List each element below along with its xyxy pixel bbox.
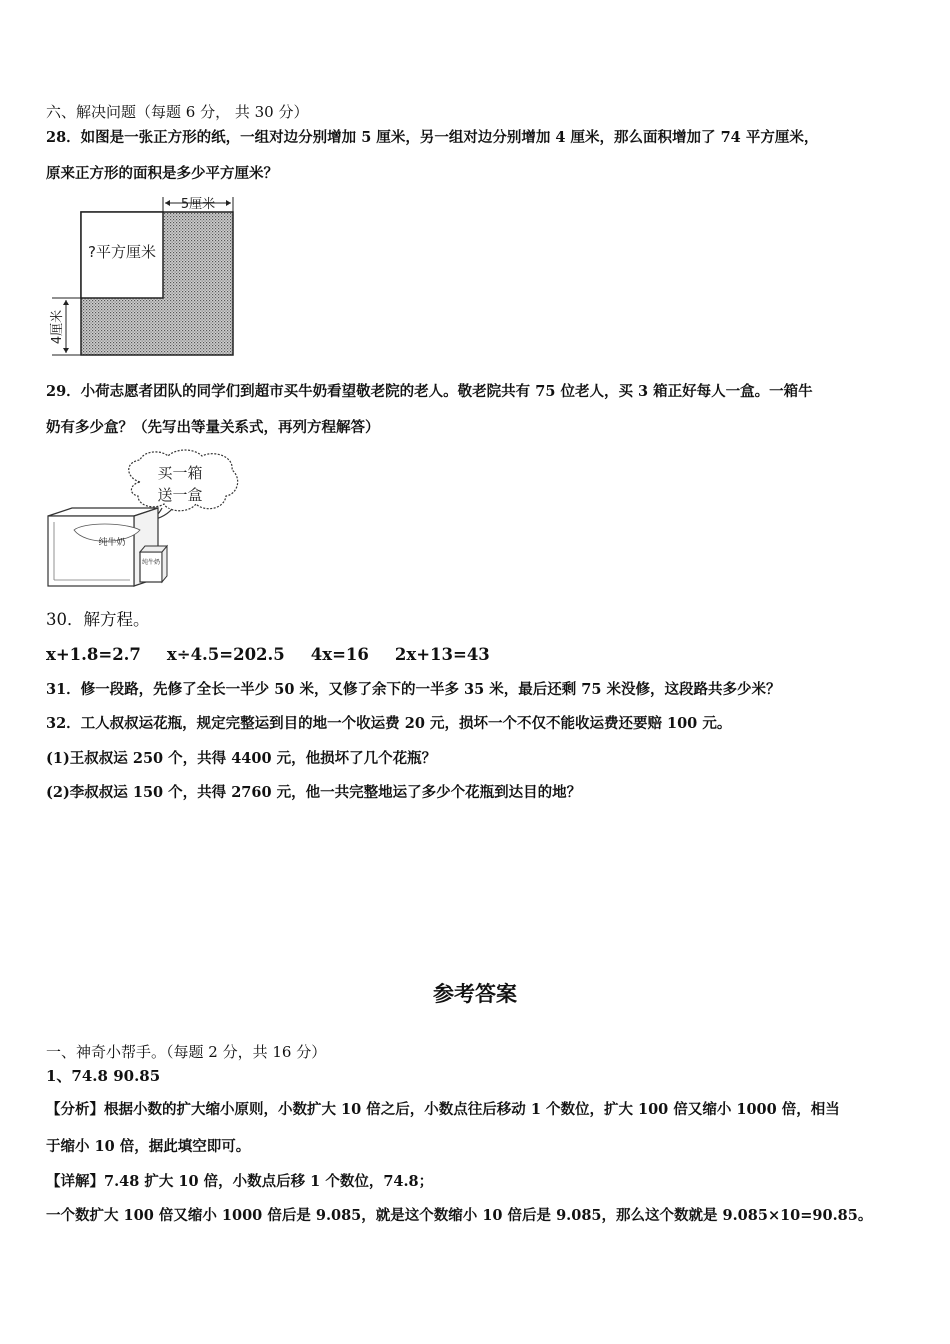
answers-section-1-heading: 一、神奇小帮手。（每题 2 分，共 16 分） — [46, 1043, 327, 1061]
section-6-heading: 六、解决问题（每题 6 分， 共 30 分） — [46, 103, 309, 121]
square-area-label: ?平方厘米 — [88, 243, 156, 261]
analysis-line2: 于缩小 10 倍，据此填空即可。 — [46, 1138, 251, 1155]
equations-row — [46, 645, 516, 665]
question-28-line1: 28．如图是一张正方形的纸，一组对边分别增加 5 厘米，另一组对边分别增加 4 厘米，那么面积增加了 74 平方厘米， — [46, 129, 819, 146]
question-32-part1: (1)王叔叔运 250 个，共得 4400 元，他损坏了几个花瓶？ — [46, 750, 437, 767]
top-dimension-label: 5厘米 — [180, 197, 216, 212]
analysis-line1: 【分析】根据小数的扩大缩小原则，小数扩大 10 倍之后，小数点往后移动 1 个数位，扩大 100 倍又缩小 1000 倍，相当 — [46, 1101, 840, 1118]
bubble-text-line1: 买一箱 — [157, 464, 203, 482]
bubble-text-line2: 送一盒 — [157, 486, 203, 504]
question-32-line1: 32．工人叔叔运花瓶，规定完整运到目的地一个收运费 20 元，损坏一个不仅不能收运费还要赔 100 元。 — [46, 715, 732, 732]
question-29-line2: 奶有多少盒？（先写出等量关系式，再列方程解答） — [46, 419, 380, 436]
equation-2: x÷4.5=202.5 — [166, 645, 285, 664]
question-29-line1: 29．小荷志愿者团队的同学们到超市买牛奶看望敬老院的老人。敬老院共有 75 位老人，买 3 箱正好每人一盒。一箱牛 — [46, 383, 813, 400]
equation-3: 4x=16 — [310, 645, 369, 664]
equation-1: x+1.8=2.7 — [46, 645, 141, 664]
question-31: 31．修一段路，先修了全长一半少 50 米，又修了余下的一半多 35 米，最后还剩 75 米没修，这段路共多少米？ — [46, 681, 781, 698]
square-paper-figure — [44, 192, 244, 360]
milk-box-figure — [44, 448, 246, 590]
question-32-part2: (2)李叔叔运 150 个，共得 2760 元，他一共完整地运了多少个花瓶到达目的地？ — [46, 784, 582, 801]
question-28-line2: 原来正方形的面积是多少平方厘米？ — [46, 165, 278, 182]
answer-1: 1、74.8 90.85 — [46, 1067, 161, 1085]
side-dimension-label: 4厘米 — [50, 309, 65, 345]
answers-title: 参考答案 — [433, 982, 517, 1006]
milk-box-label: 纯牛奶 — [98, 538, 126, 548]
question-30-heading: 30．解方程。 — [46, 610, 150, 629]
milk-carton — [140, 552, 162, 582]
detail-line2: 一个数扩大 100 倍又缩小 1000 倍后是 9.085，就是这个数缩小 10 倍后是 9.085，那么这个数就是 9.085×10=90.85。 — [46, 1207, 873, 1224]
equation-4: 2x+13=43 — [394, 645, 490, 664]
detail-line1: 【详解】7.48 扩大 10 倍，小数点后移 1 个数位，74.8； — [46, 1173, 434, 1190]
milk-carton-label: 纯牛奶 — [141, 559, 161, 566]
